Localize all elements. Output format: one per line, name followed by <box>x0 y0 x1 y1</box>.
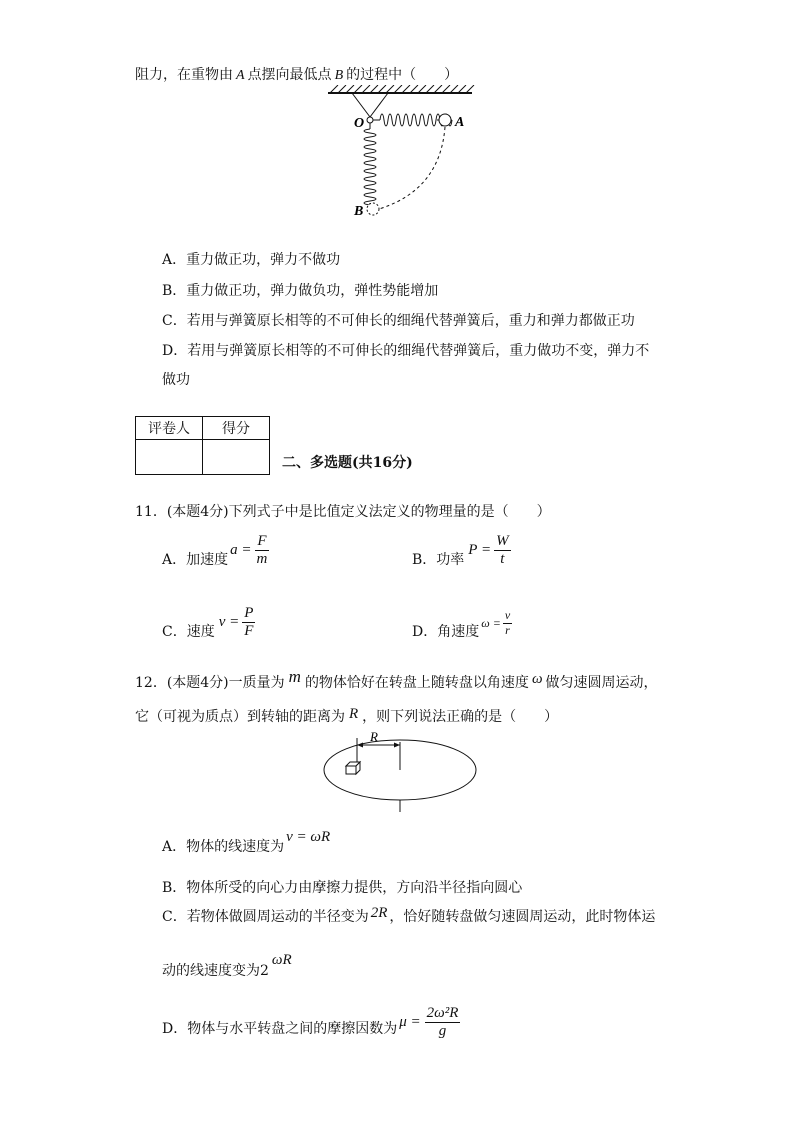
q10-option-d-line1: D．若用与弹簧原长相等的不可伸长的细绳代替弹簧后，重力做功不变，弹力不 <box>162 343 650 359</box>
q12-option-d-lhs: μ = <box>399 1013 421 1030</box>
turntable-figure <box>322 728 478 814</box>
q12-stem1-a: 12．(本题4分)一质量为 <box>135 675 285 691</box>
turntable-label-r: R <box>370 729 378 744</box>
q12-option-a <box>162 826 331 855</box>
score-box-score-cell <box>203 440 270 475</box>
q11-option-b-fraction <box>494 533 511 567</box>
q11-option-d-label: D．角速度 <box>412 624 480 640</box>
q12-option-a-expr: v = ωR <box>286 829 331 845</box>
q11-option-c <box>162 602 255 642</box>
q11-option-a-fraction <box>255 533 270 567</box>
q12-option-d-label: D．物体与水平转盘之间的摩擦因数为 <box>162 1021 398 1037</box>
q10-stem-end: 的过程中（ ） <box>346 67 459 83</box>
q12-option-d-fraction <box>425 1005 461 1039</box>
q11-option-d-fraction <box>503 609 512 636</box>
q12-option-d-denominator: g <box>438 1022 447 1039</box>
figure-label-o: O <box>354 116 365 131</box>
score-box-grader-cell <box>136 440 203 475</box>
q10-stem-prefix: 阻力，在重物由 <box>135 67 233 83</box>
q12-stem1-b: 的物体恰好在转盘上随转盘以角速度 <box>304 675 529 691</box>
q12-option-c-line1 <box>162 906 655 926</box>
figure-label-a: A <box>455 115 465 130</box>
q11-option-c-numerator: P <box>244 605 254 621</box>
q11-option-c-lhs: v = <box>218 613 240 630</box>
q11-option-c-denominator: F <box>244 622 254 639</box>
q11-option-b-numerator: W <box>496 533 509 549</box>
q12-stem2-a: 它（可视为质点）到转轴的距离为 <box>135 709 345 725</box>
q12-option-c-omega-r: ωR <box>271 952 292 968</box>
figure-label-b: B <box>354 204 364 219</box>
q10-option-b: B．重力做正功，弹力做负功，弹性势能增加 <box>162 283 439 299</box>
q10-point-b: B <box>334 68 344 83</box>
q11-option-a <box>162 530 269 570</box>
q12-option-c-line2 <box>162 952 292 979</box>
q11-option-a-numerator: F <box>257 533 267 549</box>
q12-stem-line2 <box>135 706 558 726</box>
q11-option-d <box>412 604 512 642</box>
q11-option-b <box>412 530 511 570</box>
q11-option-a-lhs: a = <box>230 541 252 558</box>
q12-option-c-two-r: 2R <box>370 905 388 921</box>
q12-option-c-line1-a: C．若物体做圆周运动的半径变为 <box>162 909 369 925</box>
score-box-grader-header: 评卷人 <box>136 417 203 440</box>
q12-option-d <box>162 1002 460 1042</box>
q10-stem <box>135 64 458 84</box>
score-box-score-header: 得分 <box>203 417 270 440</box>
q10-option-a: A．重力做正功，弹力不做功 <box>162 252 341 268</box>
q12-stem2-b: ，则下列说法正确的是（ ） <box>362 709 559 725</box>
q12-mass-symbol: m <box>288 667 301 686</box>
q11-option-b-lhs: P = <box>468 541 492 558</box>
q11-option-b-denominator: t <box>500 550 505 567</box>
q11-option-d-lhs: ω = <box>481 615 501 630</box>
q10-option-d-line2: 做功 <box>162 372 190 388</box>
q11-option-c-fraction <box>242 605 255 639</box>
section-title: 二、多选题(共16分) <box>282 455 413 471</box>
q11-option-a-denominator: m <box>256 550 268 567</box>
spring-pendulum-figure <box>320 85 480 220</box>
q12-omega-symbol: ω <box>531 671 543 687</box>
q11-option-c-label: C．速度 <box>162 624 215 640</box>
q11-stem: 11．(本题4分)下列式子中是比值定义法定义的物理量的是（ ） <box>135 504 551 520</box>
q10-option-c: C．若用与弹簧原长相等的不可伸长的细绳代替弹簧后，重力和弹力都做正功 <box>162 313 635 329</box>
q11-option-a-label: A．加速度 <box>162 552 229 568</box>
q10-stem-mid: 点摆向最低点 <box>247 67 332 83</box>
q12-option-a-label: A．物体的线速度为 <box>162 839 285 855</box>
q12-option-d-numerator: 2ω²R <box>426 1005 459 1021</box>
q12-option-c-line2-text: 动的线速度变为2 <box>162 963 269 979</box>
q11-option-d-numerator: v <box>504 608 511 623</box>
q12-stem1-c: 做匀速圆周运动， <box>545 675 658 691</box>
q12-radius-symbol: R <box>349 706 359 722</box>
score-box <box>135 416 270 475</box>
q11-option-b-label: B．功率 <box>412 552 465 568</box>
q11-option-d-denominator: r <box>505 622 510 637</box>
q12-option-b: B．物体所受的向心力由摩擦力提供，方向沿半径指向圆心 <box>162 880 523 896</box>
q10-point-a: A <box>236 68 245 83</box>
q12-stem-line1 <box>135 667 658 692</box>
q12-option-c-line1-b: ，恰好随转盘做匀速圆周运动，此时物体运 <box>389 909 656 925</box>
